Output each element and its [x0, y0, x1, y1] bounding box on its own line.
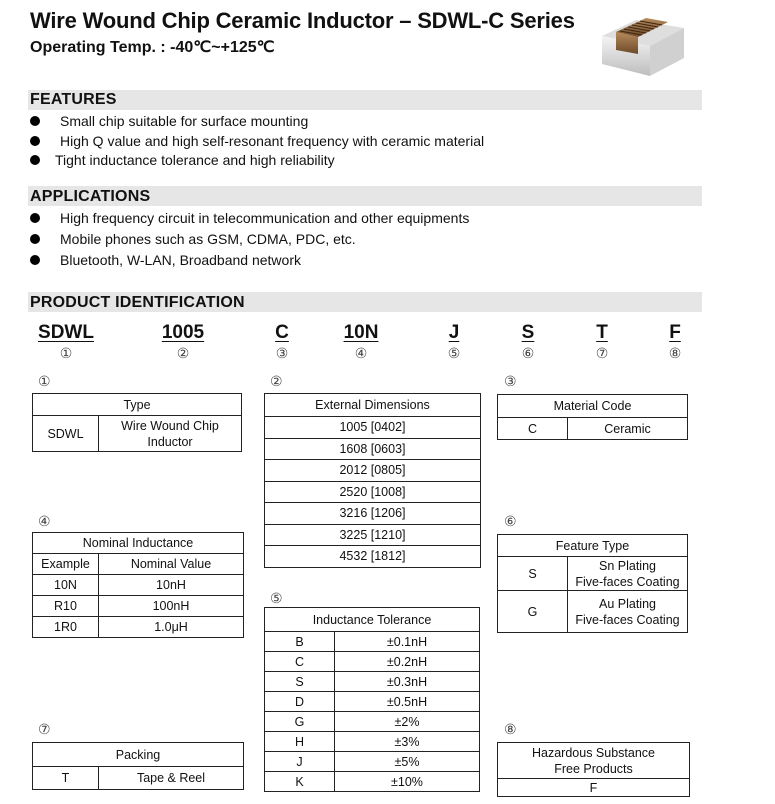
pid-num: ② [176, 345, 190, 361]
type-table [32, 393, 242, 452]
table-cell: ±3% [335, 732, 480, 752]
table-cell: 1608 [0603] [265, 438, 481, 460]
pid-num: ③ [275, 345, 289, 361]
bullet-icon [30, 213, 40, 223]
table-cell: G [265, 712, 335, 732]
pid-num: ⑦ [595, 345, 609, 361]
table-cell: ±0.5nH [335, 692, 480, 712]
table-cell: C [265, 652, 335, 672]
packing-table [32, 742, 244, 790]
table-cell: 3225 [1210] [265, 524, 481, 546]
table-cell: 4532 [1812] [265, 546, 481, 568]
table-cell: 1.0μH [99, 617, 244, 638]
pid-code-dimension: 1005 [161, 322, 205, 343]
table-cell: 10N [33, 575, 99, 596]
table-cell: F [498, 779, 690, 797]
table-cell: R10 [33, 596, 99, 617]
page-title: Wire Wound Chip Ceramic Inductor – SDWL-C Series [30, 8, 575, 33]
dimensions-table-num: ② [270, 373, 283, 389]
dimensions-table-header: External Dimensions [265, 394, 481, 417]
table-cell: Tape & Reel [99, 767, 244, 790]
table-cell: 100nH [99, 596, 244, 617]
table-cell: Au Plating Five-faces Coating [568, 591, 688, 633]
pid-code-feature: S [521, 322, 535, 343]
inductance-table-header: Nominal Inductance [33, 533, 244, 554]
features-section-bar [28, 90, 702, 110]
pid-code-inductance: 10N [343, 322, 379, 343]
tolerance-table-header: Inductance Tolerance [265, 608, 480, 632]
table-cell: 3216 [1206] [265, 503, 481, 525]
table-cell: T [33, 767, 99, 790]
features-heading: FEATURES [30, 91, 117, 108]
chip-inductor-image [596, 6, 686, 82]
pid-num: ⑧ [668, 345, 682, 361]
type-table-num: ① [38, 373, 51, 389]
material-table-num: ③ [504, 373, 517, 389]
table-cell: ±10% [335, 772, 480, 792]
feature-type-table-header: Feature Type [498, 535, 688, 557]
tolerance-table [264, 607, 480, 792]
material-table-header: Material Code [498, 395, 688, 418]
bullet-icon [30, 255, 40, 265]
hazard-table-num: ⑧ [504, 721, 517, 737]
pid-num: ⑤ [447, 345, 461, 361]
tolerance-table-num: ⑤ [270, 590, 283, 606]
table-cell: Sn Plating Five-faces Coating [568, 557, 688, 591]
feature-type-table [497, 534, 688, 633]
table-cell: 2520 [1008] [265, 481, 481, 503]
pid-code-packing: T [596, 322, 608, 343]
table-cell: Wire Wound Chip Inductor [99, 416, 242, 452]
application-item: Bluetooth, W-LAN, Broadband network [30, 252, 301, 268]
table-cell: D [265, 692, 335, 712]
table-cell: S [498, 557, 568, 591]
feature-item: Tight inductance tolerance and high reliability [30, 152, 335, 168]
table-cell: B [265, 632, 335, 652]
packing-table-num: ⑦ [38, 721, 51, 737]
table-cell: H [265, 732, 335, 752]
table-cell: ±5% [335, 752, 480, 772]
bullet-icon [30, 234, 40, 244]
feature-item: High Q value and high self-resonant frequency with ceramic material [30, 133, 484, 149]
table-cell: G [498, 591, 568, 633]
table-cell: ±0.3nH [335, 672, 480, 692]
material-table [497, 394, 688, 440]
inductance-table-num: ④ [38, 513, 51, 529]
pid-num: ⑥ [521, 345, 535, 361]
table-cell: 2012 [0805] [265, 460, 481, 482]
feature-type-table-num: ⑥ [504, 513, 517, 529]
dimensions-table [264, 393, 481, 568]
pid-num: ④ [354, 345, 368, 361]
inductance-table [32, 532, 244, 638]
pid-code-tolerance: J [448, 322, 460, 343]
table-cell: SDWL [33, 416, 99, 452]
table-col-header: Example [33, 554, 99, 575]
applications-heading: APPLICATIONS [30, 188, 151, 205]
application-item: Mobile phones such as GSM, CDMA, PDC, etc. [30, 231, 356, 247]
packing-table-header: Packing [33, 743, 244, 767]
table-cell: S [265, 672, 335, 692]
application-item: High frequency circuit in telecommunication and other equipments [30, 210, 469, 226]
table-cell: Ceramic [568, 418, 688, 440]
table-cell: K [265, 772, 335, 792]
bullet-icon [30, 116, 40, 126]
hazard-table-header: Hazardous Substance Free Products [498, 743, 690, 779]
hazard-table [497, 742, 690, 797]
table-cell: 10nH [99, 575, 244, 596]
table-cell: 1005 [0402] [265, 417, 481, 439]
table-cell: C [498, 418, 568, 440]
table-cell: ±0.1nH [335, 632, 480, 652]
pid-num: ① [59, 345, 73, 361]
pid-code-hazard: F [669, 322, 681, 343]
table-cell: J [265, 752, 335, 772]
table-cell: ±2% [335, 712, 480, 732]
bullet-icon [30, 136, 40, 146]
pid-code-type: SDWL [38, 322, 94, 343]
type-table-header: Type [33, 394, 242, 416]
bullet-icon [30, 155, 40, 165]
table-cell: ±0.2nH [335, 652, 480, 672]
pid-code-material: C [275, 322, 289, 343]
feature-item: Small chip suitable for surface mounting [30, 113, 308, 129]
table-cell: 1R0 [33, 617, 99, 638]
table-col-header: Nominal Value [99, 554, 244, 575]
operating-temperature: Operating Temp. : -40℃~+125℃ [30, 39, 275, 56]
product-id-heading: PRODUCT IDENTIFICATION [30, 294, 245, 311]
